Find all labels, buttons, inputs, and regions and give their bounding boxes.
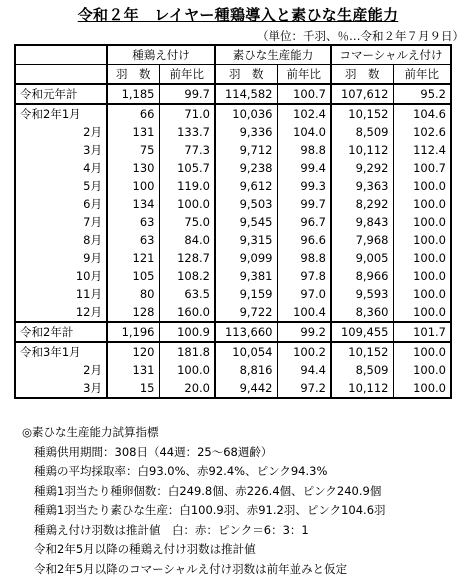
column-header: 前年比 (159, 65, 215, 85)
table-cell: 9,612 (215, 177, 277, 195)
table-row (15, 177, 451, 195)
table-cell: 8,509 (331, 361, 393, 379)
table-cell: 9,381 (215, 267, 277, 285)
row-label: 3月 (15, 141, 107, 159)
row-label: 6月 (15, 195, 107, 213)
table-cell: 63 (107, 213, 159, 231)
table-cell: 94.4 (277, 361, 331, 379)
table-cell: 100.0 (159, 361, 215, 379)
table-cell: 9,503 (215, 195, 277, 213)
table-cell: 128.7 (159, 249, 215, 267)
table-cell: 181.8 (159, 342, 215, 361)
table-cell: 128 (107, 303, 159, 322)
table-cell: 100.0 (393, 195, 451, 213)
table-cell: 107,612 (331, 84, 393, 104)
table-cell: 104.0 (277, 123, 331, 141)
table-cell: 100.7 (393, 159, 451, 177)
table-cell: 1,185 (107, 84, 159, 104)
table-cell: 109,455 (331, 322, 393, 342)
column-header: 羽 数 (215, 65, 277, 85)
note-line: 令和2年5月以降の種鶏え付け羽数は推計値 (34, 542, 256, 556)
note-line: 種鶏1羽当たり種卵個数：白249.8個、赤226.4個、ピンク240.9個 (34, 483, 382, 498)
table-cell: 8,966 (331, 267, 393, 285)
table-cell: 99.3 (277, 177, 331, 195)
table-cell: 20.0 (159, 379, 215, 398)
group-header: コマーシャルえ付け (331, 45, 451, 65)
table-cell: 95.2 (393, 84, 451, 104)
row-label: 令和元年計 (15, 84, 107, 104)
table-cell: 100.0 (393, 249, 451, 267)
row-label: 2月 (15, 361, 107, 379)
column-header: 前年比 (277, 65, 331, 85)
table-cell: 1,196 (107, 322, 159, 342)
table-cell: 97.2 (277, 379, 331, 398)
unit-note: （単位：千羽、％…令和２年７月９日） (257, 29, 464, 43)
table-cell: 100.0 (393, 342, 451, 361)
table-row (15, 123, 451, 141)
table-cell: 9,292 (331, 159, 393, 177)
table-cell: 100.0 (159, 195, 215, 213)
column-header: 前年比 (393, 65, 451, 85)
table-cell: 9,722 (215, 303, 277, 322)
table-cell: 100 (107, 177, 159, 195)
table-row (15, 213, 451, 231)
table-cell: 10,112 (331, 141, 393, 159)
table-cell: 71.0 (159, 104, 215, 123)
table-cell: 120 (107, 342, 159, 361)
table-cell: 100.2 (277, 342, 331, 361)
table-row (15, 249, 451, 267)
table-row (15, 303, 451, 322)
table-cell: 119.0 (159, 177, 215, 195)
table-cell: 105.7 (159, 159, 215, 177)
notes-heading: ◎素ひな生産能力試算指標 (22, 425, 159, 439)
table-cell: 10,036 (215, 104, 277, 123)
table-cell: 8,292 (331, 195, 393, 213)
table-cell: 99.2 (277, 322, 331, 342)
table-cell: 10,152 (331, 342, 393, 361)
table-cell: 84.0 (159, 231, 215, 249)
row-label: 11月 (15, 285, 107, 303)
table-cell: 102.4 (277, 104, 331, 123)
table-cell: 9,238 (215, 159, 277, 177)
table-cell: 97.0 (277, 285, 331, 303)
column-header: 羽 数 (331, 65, 393, 85)
table-cell: 99.7 (159, 84, 215, 104)
table-row (15, 267, 451, 285)
table-row (15, 342, 451, 361)
row-label: 3月 (15, 379, 107, 398)
table-cell: 9,336 (215, 123, 277, 141)
column-header: 羽 数 (107, 65, 159, 85)
table-cell: 104.6 (393, 104, 451, 123)
row-label: 12月 (15, 303, 107, 322)
table-cell: 105 (107, 267, 159, 285)
table-cell: 99.4 (277, 159, 331, 177)
table-cell: 114,582 (215, 84, 277, 104)
table-cell: 101.7 (393, 322, 451, 342)
table-cell: 63 (107, 231, 159, 249)
table-cell: 9,363 (331, 177, 393, 195)
table-cell: 97.8 (277, 267, 331, 285)
note-line: 種鶏の平均採取率：白93.0%、赤92.4%、ピンク94.3% (34, 464, 328, 478)
table-cell: 9,159 (215, 285, 277, 303)
table-row (15, 285, 451, 303)
table-cell: 100.4 (277, 303, 331, 322)
note-line: 種鶏え付け羽数は推計値 白：赤：ピンク＝6：3：1 (34, 522, 309, 537)
table-cell: 9,315 (215, 231, 277, 249)
table-cell: 131 (107, 361, 159, 379)
row-label: 令和2年1月 (15, 104, 107, 123)
table-row (15, 141, 451, 159)
table-cell: 131 (107, 123, 159, 141)
page-title: 令和２年 レイヤー種鶏導入と素ひな生産能力 (77, 6, 399, 24)
table-row (15, 104, 451, 123)
group-header: 種鶏え付け (107, 45, 215, 65)
table-cell: 100.9 (159, 322, 215, 342)
table-cell: 9,099 (215, 249, 277, 267)
table-cell: 8,816 (215, 361, 277, 379)
table-cell: 99.7 (277, 195, 331, 213)
table-cell: 108.2 (159, 267, 215, 285)
note-line: 種鶏供用期間：308日（44週：25〜68週齢） (34, 444, 273, 459)
table-cell: 96.7 (277, 213, 331, 231)
table-cell: 112.4 (393, 141, 451, 159)
table-cell: 75.0 (159, 213, 215, 231)
table-cell: 98.8 (277, 249, 331, 267)
table-cell: 8,509 (331, 123, 393, 141)
row-label: 7月 (15, 213, 107, 231)
row-label: 8月 (15, 231, 107, 249)
table-row (15, 231, 451, 249)
table-cell: 100.0 (393, 361, 451, 379)
table-cell: 100.7 (277, 84, 331, 104)
table-cell: 100.0 (393, 267, 451, 285)
table-header-columns (15, 65, 451, 85)
table-cell: 80 (107, 285, 159, 303)
table-cell: 10,112 (331, 379, 393, 398)
table-row (15, 84, 451, 104)
table-cell: 121 (107, 249, 159, 267)
table-row (15, 322, 451, 342)
table-cell: 134 (107, 195, 159, 213)
table-row (15, 379, 451, 398)
table-cell: 100.0 (393, 177, 451, 195)
table-cell: 133.7 (159, 123, 215, 141)
table-cell: 63.5 (159, 285, 215, 303)
table-cell: 100.0 (393, 213, 451, 231)
row-label: 2月 (15, 123, 107, 141)
row-label: 10月 (15, 267, 107, 285)
row-label: 4月 (15, 159, 107, 177)
table-cell: 100.0 (393, 379, 451, 398)
table-cell: 100.0 (393, 303, 451, 322)
table-cell: 113,660 (215, 322, 277, 342)
row-label: 9月 (15, 249, 107, 267)
note-line: 種鶏1羽当たり素ひな生産：白100.9羽、赤91.2羽、ピンク104.6羽 (34, 503, 386, 517)
notes-block (22, 423, 386, 579)
table-header-groups (15, 45, 451, 65)
table-cell: 9,843 (331, 213, 393, 231)
table-cell: 66 (107, 104, 159, 123)
table-cell: 15 (107, 379, 159, 398)
table-cell: 98.8 (277, 141, 331, 159)
row-label: 令和3年1月 (15, 342, 107, 361)
note-line: 令和2年5月以降のコマーシャルえ付け羽数は前年並みと仮定 (34, 561, 348, 576)
table-cell: 130 (107, 159, 159, 177)
table-cell: 10,152 (331, 104, 393, 123)
data-table (14, 44, 452, 399)
table-cell: 7,968 (331, 231, 393, 249)
table-cell: 9,442 (215, 379, 277, 398)
row-label: 5月 (15, 177, 107, 195)
group-header: 素ひな生産能力 (215, 45, 331, 65)
row-label: 令和2年計 (15, 322, 107, 342)
table-row (15, 195, 451, 213)
table-cell: 100.0 (393, 285, 451, 303)
table-cell: 100.0 (393, 231, 451, 249)
table-cell: 9,593 (331, 285, 393, 303)
table-cell: 9,712 (215, 141, 277, 159)
table-cell: 9,545 (215, 213, 277, 231)
table-cell: 8,360 (331, 303, 393, 322)
table-cell: 160.0 (159, 303, 215, 322)
table-row (15, 159, 451, 177)
table-row (15, 361, 451, 379)
table-cell: 9,005 (331, 249, 393, 267)
table-cell: 75 (107, 141, 159, 159)
table-cell: 96.6 (277, 231, 331, 249)
table-cell: 77.3 (159, 141, 215, 159)
table-cell: 10,054 (215, 342, 277, 361)
table-cell: 102.6 (393, 123, 451, 141)
